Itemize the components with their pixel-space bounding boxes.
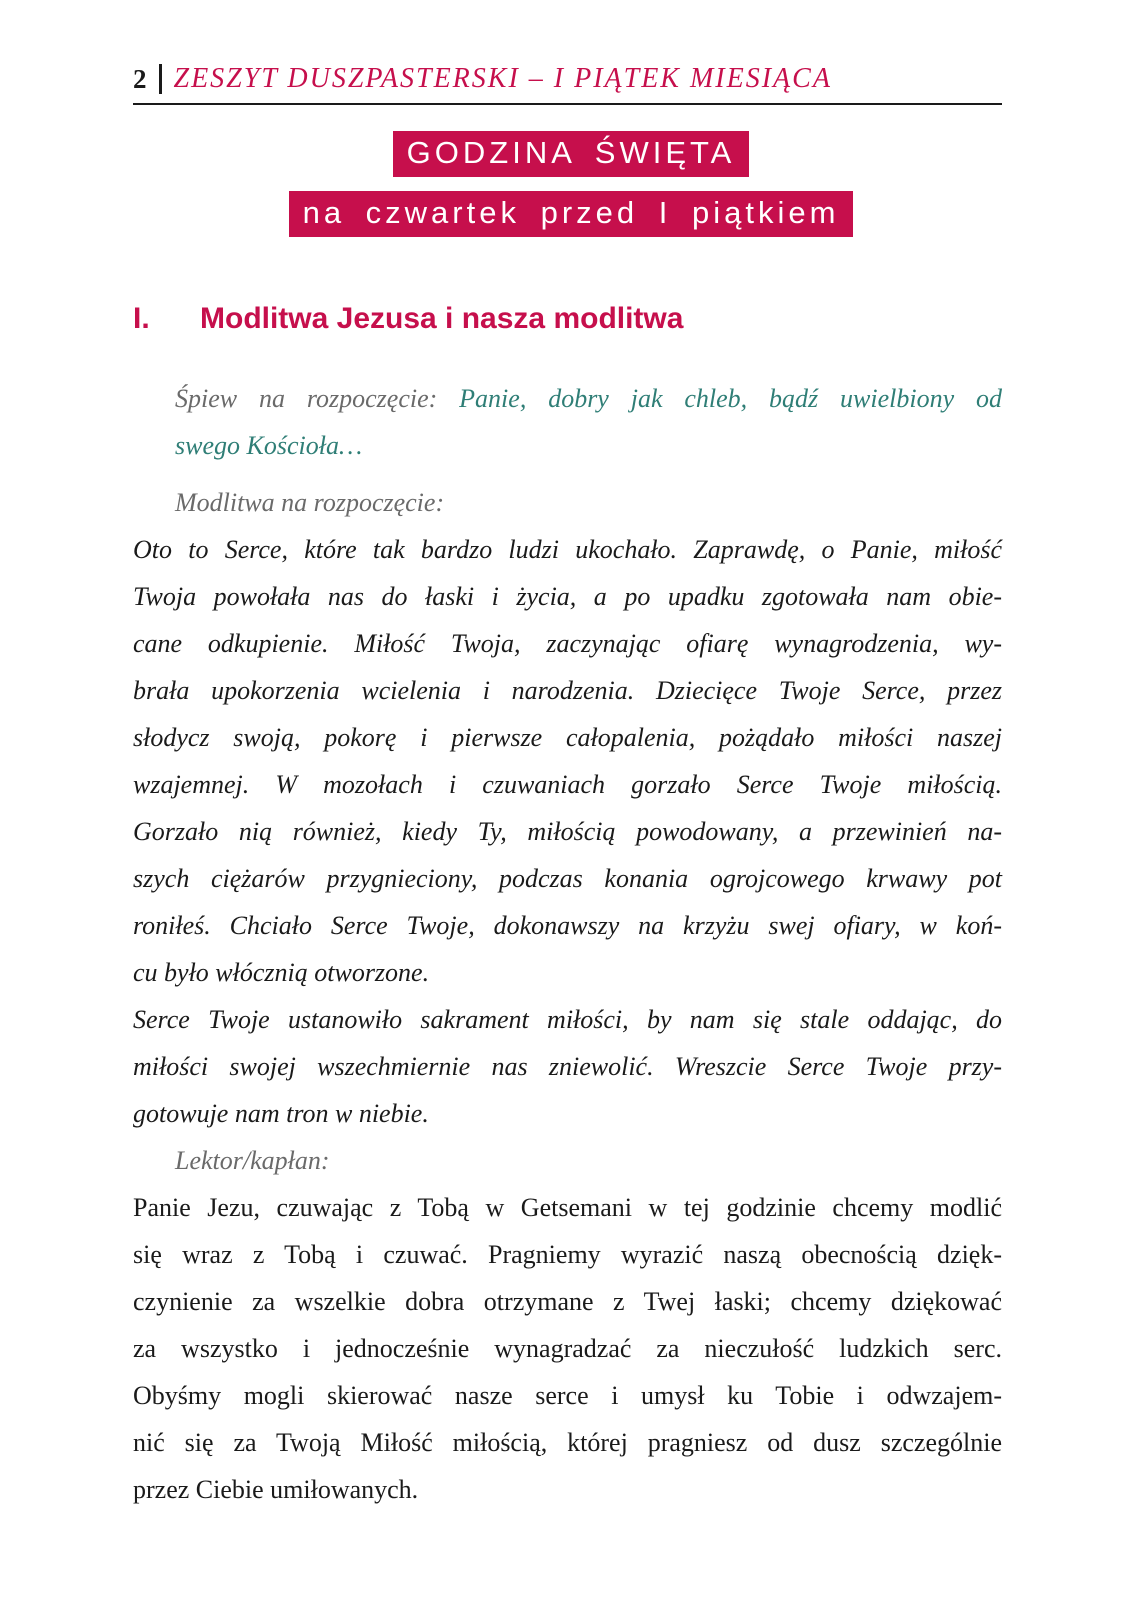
lector-label-row — [175, 1137, 1002, 1184]
lector-paragraph — [133, 1184, 1002, 1513]
section-numeral: I. — [133, 302, 150, 335]
opening-prayer-label: Modlitwa na rozpoczęcie: — [175, 488, 445, 517]
text-line: roniłeś. Chciało Serce Twoje, dokonawszy na krzyżu swej ofiary, w koń- — [133, 911, 1002, 940]
text-line: Serce Twoje ustanowiło sakrament miłości, by nam się stale oddając, do — [133, 1005, 1002, 1034]
text-line: przez Ciebie umiłowanych. — [133, 1475, 419, 1504]
text-line: się wraz z Tobą i czuwać. Pragniemy wyrazić naszą obecnością dzięk- — [133, 1240, 1002, 1269]
title-row-2 — [0, 191, 1142, 237]
text-line: cu było włócznią otworzone. — [133, 958, 430, 987]
text-line: Gorzało nią również, kiedy Ty, miłością powodowany, a przewinień na- — [133, 817, 1002, 846]
header-divider — [159, 64, 162, 94]
text-line: Oto to Serce, które tak bardzo ludzi ukochało. Zaprawdę, o Panie, miłość — [133, 535, 1002, 564]
song-title-part-2: swego Kościoła… — [175, 431, 363, 460]
main-title: GODZINA ŚWIĘTA — [393, 131, 750, 177]
text-line: czynienie za wszelkie dobra otrzymane z Twej łaski; chcemy dziękować — [133, 1287, 1002, 1316]
text-line: brała upokorzenia wcielenia i narodzenia. Dziecięce Twoje Serce, przez — [133, 676, 1002, 705]
text-line: wzajemnej. W mozołach i czuwaniach gorzało Serce Twoje miłością. — [133, 770, 1002, 799]
title-banner — [0, 131, 1142, 237]
prayer-paragraph-1 — [133, 526, 1002, 996]
text-line: Panie Jezu, czuwając z Tobą w Getsemani w tej godzinie chcemy modlić — [133, 1193, 1002, 1222]
title-row-1 — [0, 131, 1142, 177]
lector-label: Lektor/kapłan: — [175, 1146, 330, 1175]
subtitle: na czwartek przed I piątkiem — [289, 191, 854, 237]
text-line: gotowuje nam tron w niebie. — [133, 1099, 429, 1128]
opening-song — [175, 375, 1002, 469]
opening-prayer-label-row — [175, 479, 1002, 526]
header-title: ZESZYT DUSZPASTERSKI – I PIĄTEK MIESIĄCA — [173, 63, 832, 94]
text-line: Twoja powołała nas do łaski i życia, a po upadku zgotowała nam obie- — [133, 582, 1002, 611]
page-number: 2 — [133, 64, 147, 94]
page-header — [133, 64, 1002, 105]
text-line: nić się za Twoją Miłość miłością, której pragniesz od dusz szczególnie — [133, 1428, 1002, 1457]
song-title-part-1: Panie, dobry jak chleb, bądź uwielbiony od — [459, 384, 1002, 413]
song-label: Śpiew na rozpoczęcie: — [175, 384, 438, 413]
text-line: Obyśmy mogli skierować nasze serce i umysł ku Tobie i odwzajem- — [133, 1381, 1002, 1410]
text-line: miłości swojej wszechmiernie nas zniewolić. Wreszcie Serce Twoje przy- — [133, 1052, 1002, 1081]
text-line: słodycz swoją, pokorę i pierwsze całopalenia, pożądało miłości naszej — [133, 723, 1002, 752]
prayer-paragraph-2 — [133, 996, 1002, 1137]
text-line: za wszystko i jednocześnie wynagradzać za nieczułość ludzkich serc. — [133, 1334, 1002, 1363]
text-line: cane odkupienie. Miłość Twoja, zaczynając ofiarę wynagrodzenia, wy- — [133, 629, 1002, 658]
section-title: Modlitwa Jezusa i nasza modlitwa — [200, 302, 684, 335]
song-line-1 — [175, 375, 1002, 422]
section-heading — [133, 301, 1002, 337]
text-line: szych ciężarów przygnieciony, podczas konania ogrojcowego krwawy pot — [133, 864, 1002, 893]
